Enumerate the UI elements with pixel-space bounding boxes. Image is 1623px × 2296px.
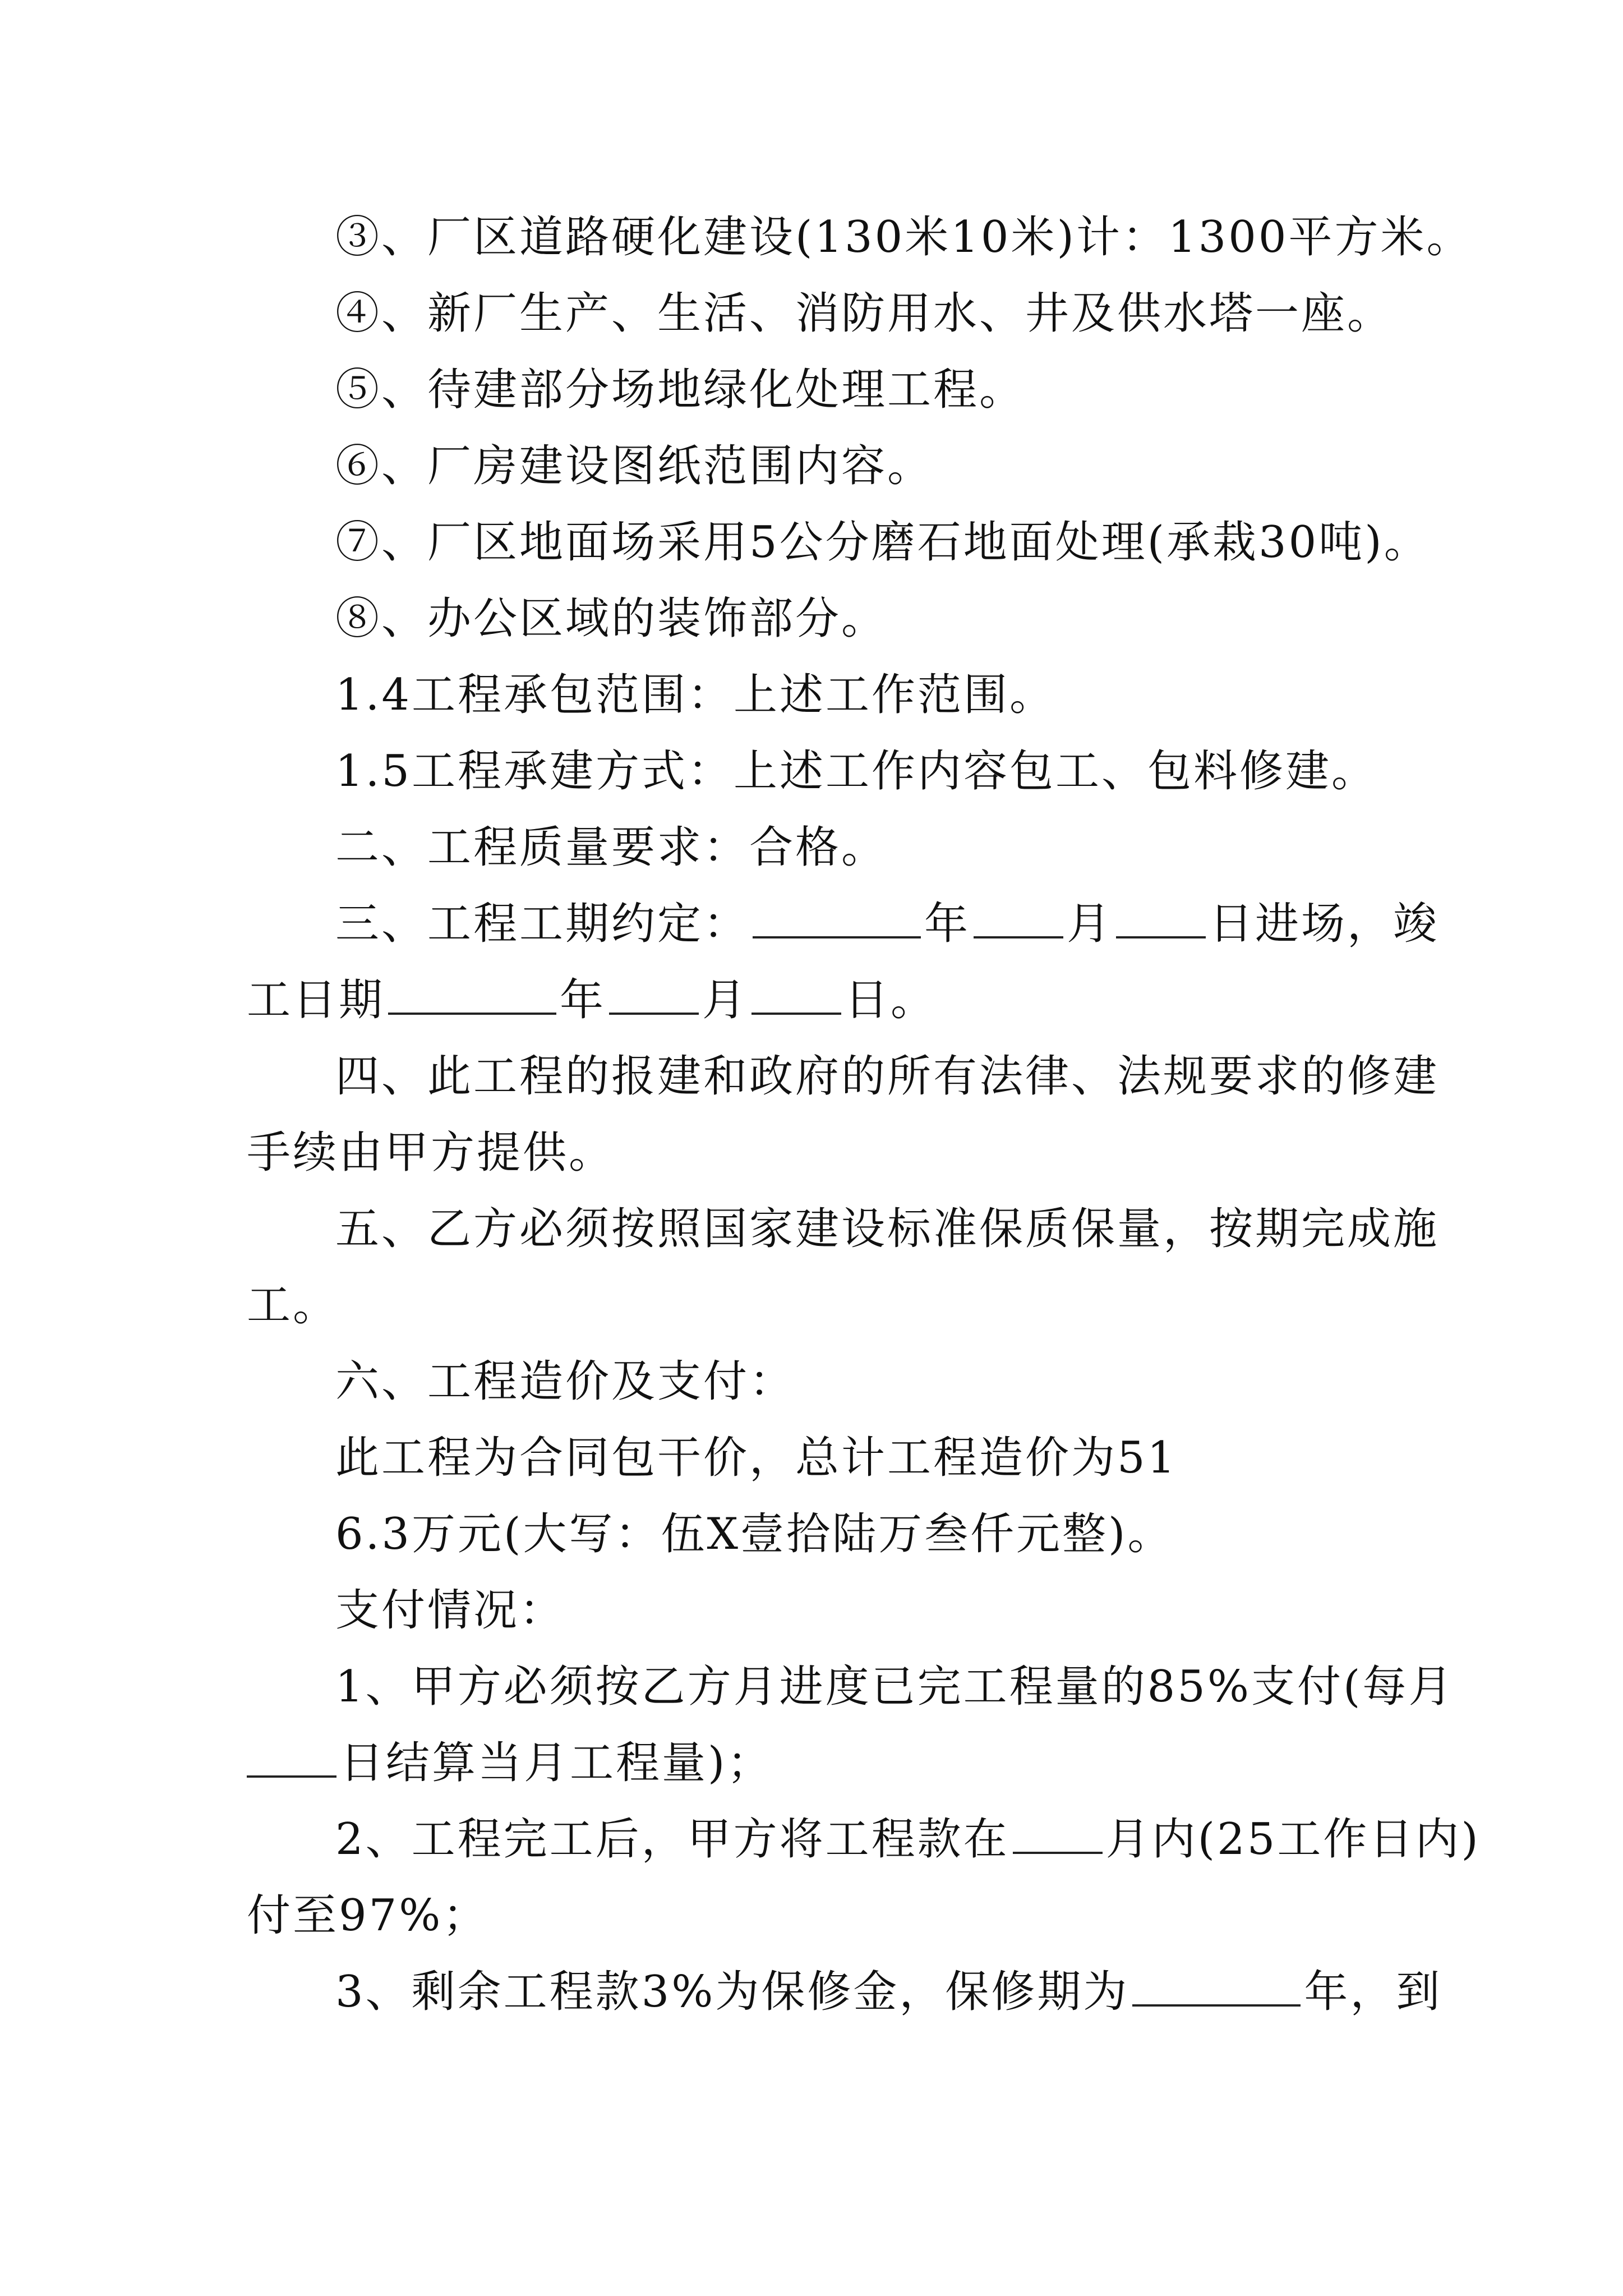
schedule-completion-prefix: 工日期 — [247, 975, 385, 1025]
payment-1-suffix: 日结算当月工程量)； — [340, 1738, 773, 1788]
payment-title: 支付情况： — [335, 1585, 566, 1636]
blank-payment-months — [1013, 1815, 1103, 1854]
payment-2-suffix: 月内(25工作日内) — [1105, 1814, 1481, 1865]
schedule-day-end: 日。 — [845, 975, 937, 1025]
schedule-month-label: 月 — [1067, 899, 1113, 949]
blank-start-day — [1116, 899, 1206, 938]
clause-standards-line2: 工。 — [247, 1280, 339, 1331]
item-road-hardening: ③、厂区道路硬化建设(130米10米)计：1300平方米。 — [335, 212, 1473, 263]
schedule-month2-label: 月 — [702, 975, 749, 1025]
price-line2: 6.3万元(大写：伍X壹拾陆万叁仟元整)。 — [335, 1509, 1174, 1559]
clause-1-5: 1.5工程承建方式：上述工作内容包工、包料修建。 — [335, 746, 1378, 797]
blank-end-month — [609, 976, 699, 1015]
blank-end-day — [751, 976, 841, 1015]
payment-1-line1: 1、甲方必须按乙方月进度已完工程量的85%支付(每月 — [335, 1662, 1455, 1712]
price-line1: 此工程为合同包干价，总计工程造价为51 — [335, 1433, 1178, 1483]
clause-quality: 二、工程质量要求：合格。 — [335, 822, 888, 873]
item-greening: ⑤、待建部分场地绿化处理工程。 — [335, 365, 1026, 415]
clause-permits-line2: 手续由甲方提供。 — [247, 1128, 615, 1178]
payment-3-suffix: 年，到 — [1304, 1967, 1442, 2017]
blank-warranty-years — [1132, 1967, 1301, 2007]
item-drawings-scope: ⑥、厂房建设图纸范围内容。 — [335, 441, 934, 491]
payment-3-line1 — [247, 1954, 1442, 2030]
schedule-year2-label: 年 — [560, 975, 606, 1025]
clause-schedule-line2 — [247, 962, 1380, 1038]
payment-1-line2 — [247, 1725, 1380, 1801]
blank-settlement-day — [247, 1738, 336, 1778]
schedule-day-enter: 日进场，竣 — [1209, 899, 1440, 949]
item-office-decoration: ⑧、办公区域的装饰部分。 — [335, 593, 888, 644]
clause-permits-line1: 四、此工程的报建和政府的所有法律、法规要求的修建 — [335, 1051, 1440, 1102]
payment-2-line1 — [247, 1801, 1481, 1878]
clause-1-4: 1.4工程承包范围：上述工作范围。 — [335, 670, 1056, 720]
blank-end-year — [388, 976, 556, 1015]
payment-2-line2: 付至97%； — [247, 1890, 489, 1941]
item-water-supply: ④、新厂生产、生活、消防用水、井及供水塔一座。 — [335, 288, 1394, 339]
schedule-prefix: 三、工程工期约定： — [335, 899, 750, 949]
payment-3-prefix: 3、剩余工程款3%为保修金，保修期为 — [335, 1967, 1129, 2017]
payment-2-prefix: 2、工程完工后，甲方将工程款在 — [335, 1814, 1009, 1865]
item-terrazzo-floor: ⑦、厂区地面场采用5公分磨石地面处理(承栽30吨)。 — [335, 517, 1430, 568]
clause-cost-title: 六、工程造价及支付： — [335, 1356, 796, 1407]
document-body — [247, 199, 1481, 2030]
blank-start-year — [753, 899, 921, 938]
clause-standards-line1: 五、乙方必须按照国家建设标准保质保量，按期完成施 — [335, 1204, 1440, 1254]
clause-schedule-line1 — [247, 886, 1440, 962]
schedule-year-label: 年 — [924, 899, 971, 949]
blank-start-month — [974, 899, 1063, 938]
